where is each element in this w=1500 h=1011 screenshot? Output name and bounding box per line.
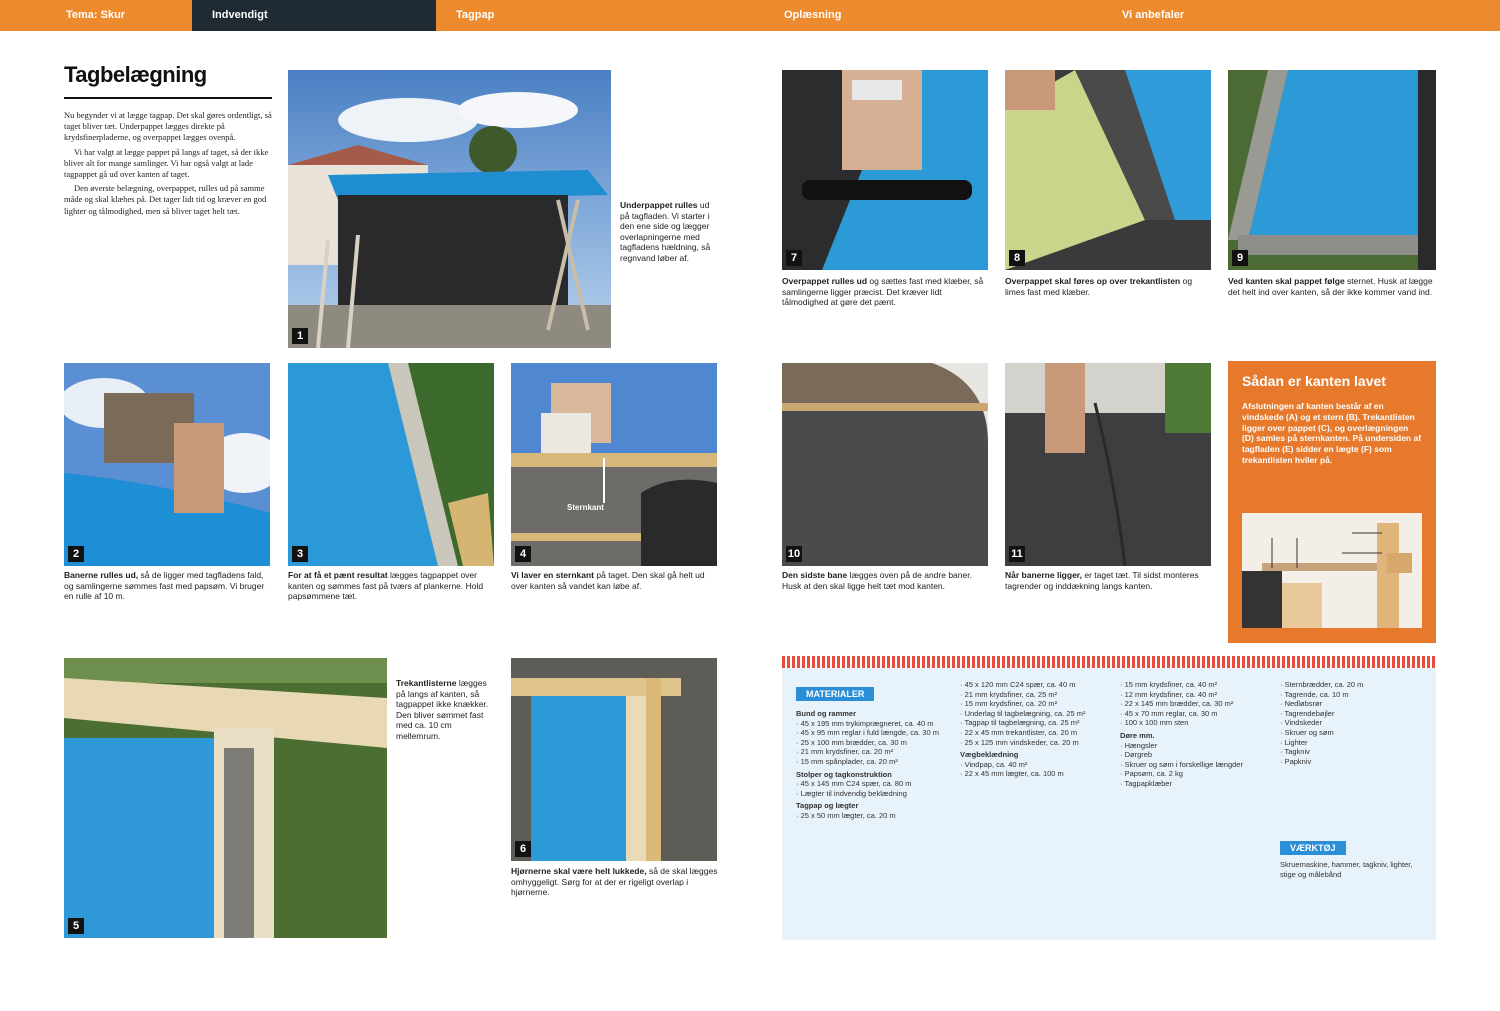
photo-6-corner [511,658,717,861]
caption-1-lead: Underpappet rulles [620,200,698,210]
materials-item: · Vindpap, ca. 40 m² [960,759,1028,769]
materials-group-heading: Døre mm. [1120,730,1155,740]
materials-group-heading: Stolper og tagkonstruktion [796,769,892,779]
step-number-10: 10 [787,548,801,560]
materials-item: · 15 mm krydsfiner, ca. 40 m² [1120,680,1218,689]
caption-2-text: så de ligger med tagfladens fald, og samlingerne sømmes fast med papsøm. Vi bruger en rulle af 10 m. [64,570,265,601]
photo-8-over-trekantliste [1005,70,1211,270]
nav-item-indvendigt[interactable]: Indvendigt [192,0,436,31]
caption-9-text: sternet. Husk at lægge det helt ind over kanten, så der ikke kommer vand ind. [1228,276,1433,297]
tools-title: VÆRKTØJ [1280,841,1346,855]
tools-list: Skruemaskine, hammer, tagkniv, lighter, stige og målebånd [1280,860,1413,879]
step-number-11: 11 [1009,546,1025,562]
info-box-text: Afslutningen af kanten består af en vindskede (A) og et stern (B). Trekantlisten ligger over pappet (C), og overlægningen (D) samles på sternkanten. På undersiden af tagfladen (E) sidder en lægte (F) som trekantlisten hviler på. [1242,401,1422,465]
materials-column-4 [1280,680,1430,766]
intro-paragraph: Den øverste belægning, overpappet, rulles ud på samme måde og skal klæbes på. Det tager lidt tid og kræver en god lighter og tålmodighed, men så bliver taget helt tæt. [64,183,267,216]
photo-2-rolling-underlay [64,363,270,566]
photo-10-last-sheet [782,363,988,566]
materials-title: MATERIALER [796,687,874,701]
photo-5-trekantliste [64,658,387,938]
caption-9 [1228,276,1436,297]
caption-4-text: på taget. Den skal gå helt ud over kanten så vandet kan løbe af. [511,570,705,591]
caption-6-lead: Hjørnerne skal være helt lukkede, [511,866,647,876]
materials-heading [796,684,874,702]
nav-item-tagpap[interactable]: Tagpap [456,9,495,21]
caption-10-text: lægges oven på de andre baner. Husk at den skal ligge helt tæt mod kanten. [782,570,972,591]
materials-item: · 22 x 45 mm lægter, ca. 100 m [960,769,1064,779]
step-number-8: 8 [1009,250,1025,266]
materials-item: · 45 x 120 mm C24 spær, ca. 40 m [960,680,1076,689]
materials-group-heading: Tagpap og lægter [796,801,859,811]
step-number-5: 5 [68,918,84,934]
tools-heading [1280,838,1346,856]
materials-item: · Vindskeder [1280,718,1322,728]
title-rule [64,97,272,99]
materials-item: · 15 mm krydsfiner, ca. 20 m² [960,699,1058,709]
caption-11 [1005,570,1211,591]
materials-item: · 25 x 100 mm brædder, ca. 30 m [796,737,907,747]
materials-item: · Sternbrædder, ca. 20 m [1280,680,1364,689]
caption-8 [1005,276,1211,297]
materials-item: · Papsøm, ca. 2 kg [1120,769,1183,779]
info-box-title: Sådan er kanten lavet [1242,373,1386,389]
caption-6 [511,866,721,898]
intro-paragraph: Vi har valgt at lægge pappet på langs af taget, så der ikke bliver alt for mange samlinger. Vi har også valgt at lade tagpappet gå ud over kanten af taget. [64,146,269,180]
materials-item: · 12 mm krydsfiner, ca. 40 m² [1120,689,1218,699]
caption-6-text: så de skal lægges omhyggeligt. Sørg for at der er rigeligt overlap i hjørnerne. [511,866,718,897]
intro-paragraph: Nu begynder vi at lægge tagpap. Det skal gøres ordentligt, så taget bliver tæt. Underpappet lægges direkte på krydsfinerpladerne, og overpappet lægges ovenpå. [64,110,272,143]
materials-item: · 25 x 50 mm lægter, ca. 20 m [796,810,896,820]
caption-7-text: og sættes fast med klæber, så samlingerne ligger præcist. Det kræver lidt tålmodighed at gøre det pænt. [782,276,984,307]
photo-1-shed-roof [288,70,611,348]
materials-item: · Dørgreb [1120,750,1153,760]
materials-item: · 45 x 70 mm reglar, ca. 30 m [1120,708,1218,718]
materials-item: · Tagpapklæber [1120,778,1172,788]
materials-divider [782,656,1436,668]
materials-item: · Lægter til indvendig beklædning [796,788,907,798]
caption-7-lead: Overpappet rulles ud [782,276,868,286]
caption-5-text: lægges på langs af kanten, så tagpappet ikke knækker. Den bliver sømmet fast med ca. 10 cm mellemrum. [396,678,489,741]
materials-group-heading: Bund og rammer [796,709,857,718]
materials-column-1 [796,706,956,821]
caption-2 [64,570,270,602]
caption-10-lead: Den sidste bane [782,570,848,580]
materials-item: · 45 x 145 mm C24 spær, ca. 80 m [796,779,912,789]
caption-5 [396,678,494,741]
article-intro [64,110,272,220]
photo-11-finished-roof [1005,363,1211,566]
photo-4-sternkant [511,363,717,566]
caption-4 [511,570,717,591]
materials-item: · 45 x 95 mm reglar i fuld længde, ca. 30 m [796,728,939,738]
step-number-2: 2 [68,546,84,562]
nav-item-tema-skur[interactable]: Tema: Skur [66,9,126,21]
step-number-6: 6 [515,841,531,857]
materials-item: · Underlag til tagbelægning, ca. 25 m² [960,708,1086,718]
photo-9-edge-overlay [1228,70,1436,270]
edge-detail-diagram [1242,513,1422,628]
caption-5-lead: Trekantlisterne [396,678,457,688]
caption-3-text: lægges tagpappet over kanten og sømmes fast på tværs af plankerne. Hold papsømmene tæt. [288,570,484,601]
materials-item: · Nedløbsrør [1280,699,1323,709]
nav-item-oplaesning[interactable]: Oplæsning [784,9,842,21]
caption-10 [782,570,988,591]
caption-8-text: og limes fast med klæber. [1005,276,1193,297]
step-number-4: 4 [515,546,531,562]
materials-item: · Skruer og søm [1280,727,1334,737]
info-box-edge-detail [1228,361,1436,643]
materials-item: · 22 x 145 mm brædder, ca. 30 m² [1120,699,1234,709]
materials-item: · Papkniv [1280,756,1312,766]
materials-item: · Tagrende, ca. 10 m [1280,689,1349,699]
materials-item: · 21 mm krydsfiner, ca. 25 m² [960,689,1058,699]
caption-2-lead: Banerne rulles ud, [64,570,139,580]
materials-box [782,668,1436,940]
materials-item: · 100 x 100 mm sten [1120,718,1189,728]
caption-9-lead: Ved kanten skal pappet følge [1228,276,1345,286]
caption-8-lead: Overpappet skal føres op over trekantlisten [1005,276,1181,286]
materials-group-heading: Vægbeklædning [960,750,1019,760]
materials-item: · Tagpap til tagbelægning, ca. 25 m² [960,718,1080,728]
photo-7-rolling-overlay [782,70,988,270]
materials-column-2 [960,680,1115,779]
materials-item: · Skruer og søm i forskellige længder [1120,759,1243,769]
step-number-7: 7 [786,250,802,266]
materials-item: · Hængsler [1120,740,1158,750]
caption-7 [782,276,988,308]
caption-11-lead: Når banerne ligger, [1005,570,1082,580]
caption-4-lead: Vi laver en sternkant [511,570,594,580]
materials-item: · 22 x 45 mm trekantlister, ca. 20 m [960,727,1078,737]
photo-3-roof-edge [288,363,494,566]
materials-item: · 25 x 125 mm vindskeder, ca. 20 m [960,737,1079,747]
step-number-9: 9 [1232,250,1248,266]
step-number-3: 3 [292,546,308,562]
materials-item: · 21 mm krydsfiner, ca. 20 m² [796,747,894,757]
caption-11-text: er taget tæt. Til sidst monteres tagrender og inddækning langs kanten. [1005,570,1199,591]
article-title: Tagbelægning [64,62,207,87]
caption-1 [620,200,720,263]
materials-item: · 15 mm spånplader, ca. 20 m² [796,756,898,766]
nav-item-vi-anbefaler[interactable]: Vi anbefaler [1122,9,1185,21]
materials-item: · Lighter [1280,737,1308,747]
section-nav-bar [0,0,1500,31]
caption-3 [288,570,494,602]
caption-3-lead: For at få et pænt resultat [288,570,388,580]
step-number-1: 1 [292,328,308,344]
materials-item: · 45 x 195 mm trykimprægneret, ca. 40 m [796,718,934,728]
materials-item: · Tagkniv [1280,747,1310,757]
materials-column-3 [1120,680,1275,789]
photo-label-sternkant: Sternkant [567,503,604,512]
materials-item: · Tagrendebøjler [1280,708,1335,718]
caption-1-text: ud på tagfladen. Vi starter i den ene side og lægger overlapningerne med tagfladens hældning, så regnvand løber af. [620,200,711,263]
